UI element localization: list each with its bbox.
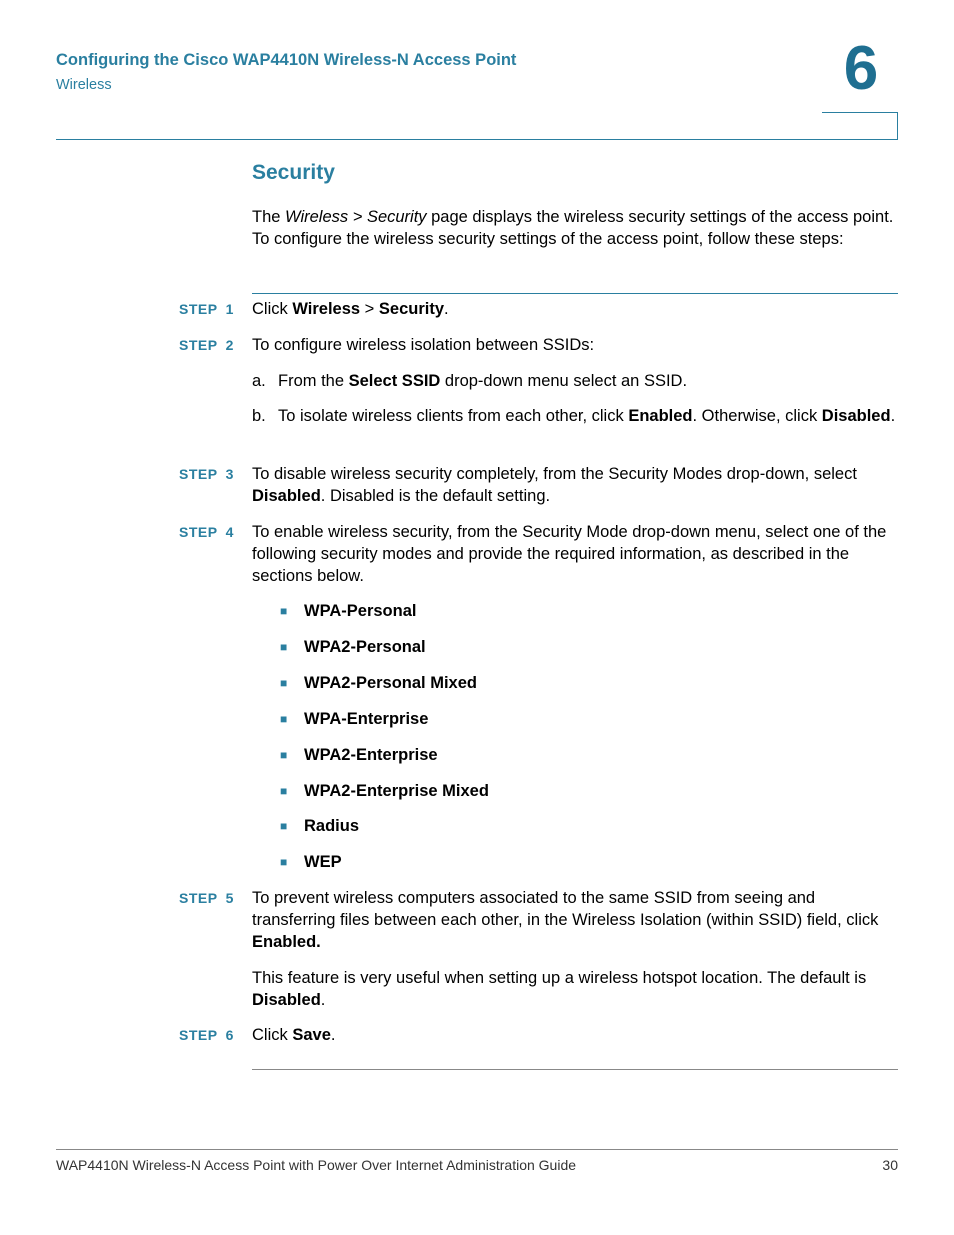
step-5-note: This feature is very useful when setting up a wireless hotspot location. The default is Disabled. <box>252 969 867 1009</box>
bullet-marker: ■ <box>280 676 288 690</box>
step-text-3: To disable wireless security completely, from the Security Modes drop-down, select Disabled. Disabled is the default setting. <box>252 465 857 505</box>
substep-text-b: To isolate wireless clients from each other, click Enabled. Otherwise, click Disabled. <box>278 407 896 425</box>
security-mode-item: WPA-Personal <box>304 602 417 620</box>
chapter-number-frame <box>822 112 898 140</box>
step-label-2: STEP 2 <box>179 337 234 353</box>
bullet-marker: ■ <box>280 604 288 618</box>
bullet-marker: ■ <box>280 784 288 798</box>
step-label-4: STEP 4 <box>179 524 234 540</box>
bullet-marker: ■ <box>280 819 288 833</box>
bullet-marker: ■ <box>280 855 288 869</box>
bullet-marker: ■ <box>280 640 288 654</box>
security-mode-item: WEP <box>304 853 342 871</box>
step-text-5: To prevent wireless computers associated to the same SSID from seeing and transferring files between each other, in the Wireless Isolation (within SSID) field, click Enabled. <box>252 889 879 951</box>
section-title: Security <box>252 161 335 184</box>
chapter-title: Configuring the Cisco WAP4410N Wireless-N Access Point <box>56 51 517 69</box>
substep-letter-a: a. <box>252 372 266 390</box>
security-mode-item: WPA2-Enterprise <box>304 746 438 764</box>
security-mode-item: WPA2-Personal <box>304 638 426 656</box>
intro-text-2: page displays the wireless security settings of the access point. To configure the wireless security settings of the access point, follow these steps: <box>252 208 894 248</box>
security-mode-item: WPA2-Personal Mixed <box>304 674 477 692</box>
steps-bottom-divider <box>252 1069 898 1070</box>
security-mode-item: WPA-Enterprise <box>304 710 429 728</box>
section-breadcrumb: Wireless <box>56 77 112 93</box>
step-text-2: To configure wireless isolation between SSIDs: <box>252 336 595 354</box>
substep-letter-b: b. <box>252 407 266 425</box>
step-text-1: Click Wireless > Security. <box>252 300 449 318</box>
intro-text-1: The <box>252 208 286 226</box>
step-label-5: STEP 5 <box>179 890 234 906</box>
page-number: 30 <box>882 1157 898 1173</box>
step-label-6: STEP 6 <box>179 1027 234 1043</box>
footer-divider <box>56 1149 898 1150</box>
intro-page-path: Wireless > Security <box>285 208 427 226</box>
steps-top-divider <box>252 293 898 294</box>
security-mode-item: Radius <box>304 817 360 835</box>
substep-text-a: From the Select SSID drop-down menu select an SSID. <box>278 372 688 390</box>
step-label-3: STEP 3 <box>179 466 234 482</box>
step-text-6: Click Save. <box>252 1026 336 1044</box>
step-text-4: To enable wireless security, from the Security Mode drop-down menu, select one of the following security modes and provide the required information, as described in the sections below. <box>252 523 887 585</box>
header-divider <box>56 139 898 140</box>
security-mode-item: WPA2-Enterprise Mixed <box>304 782 489 800</box>
step-label-1: STEP 1 <box>179 301 234 317</box>
intro-paragraph <box>252 206 898 250</box>
footer-title: WAP4410N Wireless-N Access Point with Power Over Internet Administration Guide <box>56 1157 577 1173</box>
bullet-marker: ■ <box>280 748 288 762</box>
chapter-number: 6 <box>843 34 879 103</box>
bullet-marker: ■ <box>280 712 288 726</box>
